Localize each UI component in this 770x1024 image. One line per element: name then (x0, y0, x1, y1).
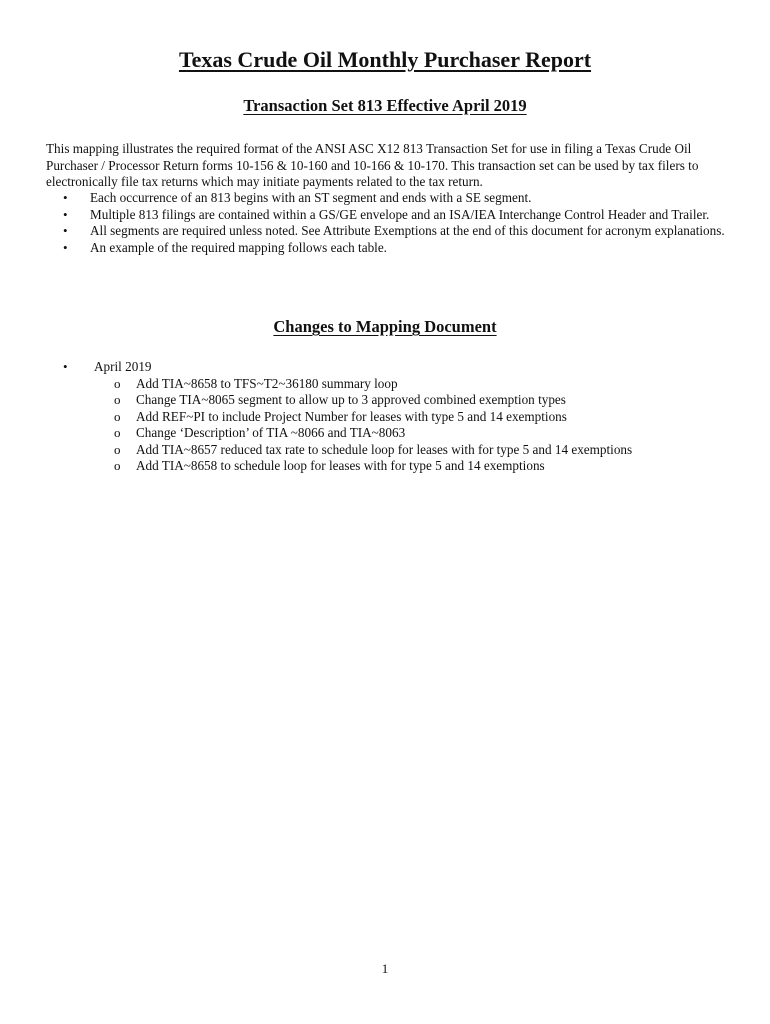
list-item-text: An example of the required mapping follows each table. (90, 239, 387, 255)
change-item-text: Change ‘Description’ of TIA ~8066 and TIA~8063 (136, 425, 406, 440)
changes-heading: Changes to Mapping Document (273, 317, 497, 336)
change-version-label: April 2019 (94, 359, 152, 374)
list-item-text: All segments are required unless noted. See Attribute Exemptions at the end of this document for acronym explanations. (90, 223, 725, 238)
requirements-list (46, 190, 726, 256)
change-subitems (46, 376, 726, 475)
sub-bullet-icon: o (114, 458, 121, 473)
sub-bullet-icon: o (114, 425, 121, 440)
change-item-text: Add TIA~8657 reduced tax rate to schedule loop for leases with for type 5 and 14 exemptions (136, 441, 633, 457)
change-item-text: Add REF~PI to include Project Number for leases with type 5 and 14 exemptions (136, 408, 567, 424)
list-item-text: Each occurrence of an 813 begins with an ST segment and ends with a SE segment. (90, 190, 532, 205)
sub-bullet-icon: o (114, 375, 121, 391)
intro-paragraph: This mapping illustrates the required format of the ANSI ASC X12 813 Transaction Set for use in filing a Texas Crude Oil Purchaser / Processor Return forms 10-156 & 10-160 and 10-166 & 10-170. This transaction set can be used by tax filers to electronically file tax returns which may initiate payments related to the tax return. (46, 141, 699, 189)
change-item (46, 409, 726, 426)
page-number: 1 (381, 961, 389, 976)
change-item (46, 392, 726, 409)
bullet-icon: • (63, 359, 68, 374)
change-item (46, 376, 726, 393)
bullet-icon: • (63, 206, 68, 222)
bullet-icon: • (63, 223, 68, 238)
list-item (46, 190, 726, 207)
list-item (46, 207, 726, 224)
change-version-item (46, 359, 726, 376)
change-item-text: Add TIA~8658 to schedule loop for leases with for type 5 and 14 exemptions (136, 458, 545, 473)
list-item-text: Multiple 813 filings are contained within a GS/GE envelope and an ISA/IEA Interchange Control Header and Trailer. (90, 206, 710, 222)
sub-bullet-icon: o (114, 392, 121, 407)
change-item (46, 458, 726, 475)
bullet-icon: • (63, 190, 68, 205)
change-item (46, 442, 726, 459)
change-item-text: Change TIA~8065 segment to allow up to 3 approved combined exemption types (136, 392, 566, 407)
sub-bullet-icon: o (114, 408, 121, 424)
changes-list (46, 359, 726, 475)
document-subtitle: Transaction Set 813 Effective April 2019 (243, 96, 527, 115)
sub-bullet-icon: o (114, 441, 121, 457)
change-item-text: Add TIA~8658 to TFS~T2~36180 summary loop (136, 375, 398, 391)
bullet-icon: • (63, 239, 68, 255)
change-item (46, 425, 726, 442)
list-item (46, 223, 726, 240)
document-title: Texas Crude Oil Monthly Purchaser Report (178, 47, 592, 72)
list-item (46, 240, 726, 257)
